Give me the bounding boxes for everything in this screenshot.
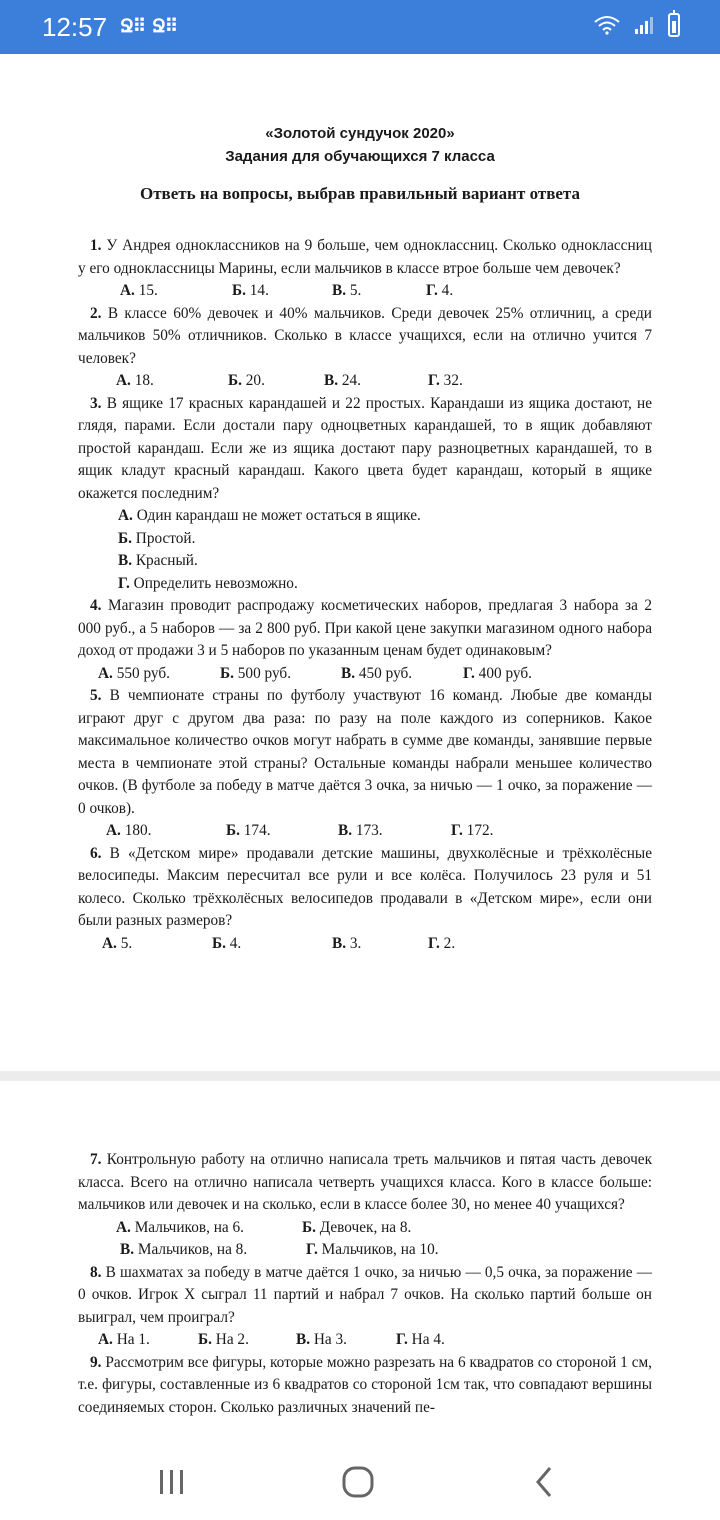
answer-option: Б. Девочек, на 8. [302, 1218, 412, 1236]
answer-option: А. На 1. [98, 1331, 150, 1348]
answers-4 [78, 663, 652, 686]
answer-option: Б. 500 руб. [220, 664, 292, 682]
answer-option: Г. 400 руб. [463, 664, 532, 682]
notification-icon: Ջ⠿ [120, 16, 146, 36]
document-page-1 [0, 54, 720, 1071]
system-icons [594, 13, 680, 37]
status-bar [0, 0, 720, 54]
answer-option: Г. На 4. [396, 1331, 445, 1348]
answers-7b [78, 1239, 652, 1262]
answer-option: Г. 32. [428, 372, 463, 389]
home-button[interactable] [338, 1464, 378, 1500]
answers-2 [78, 370, 652, 393]
answer-option: А. 180. [106, 822, 152, 839]
document-page-2 [0, 1081, 720, 1444]
questions-block-2 [78, 1149, 652, 1419]
answer-option: Г. Мальчиков, на 10. [306, 1241, 439, 1258]
answer-option: А. Один карандаш не может остаться в ящике. [118, 507, 421, 524]
navigation-bar [0, 1444, 720, 1520]
question-7: 7. Контрольную работу на отлично написала треть мальчиков и пятая часть девочек класса. Всего на отлично написала четверть учащихся класса. Кого в классе больше: мальчиков или девочек и на сколько, если в классе более 30, но менее 40 учащихся? [78, 1151, 652, 1213]
answer-option: В. 173. [338, 822, 383, 839]
answer-option: Г. 172. [451, 822, 494, 839]
answer-option: Б. Простой. [118, 529, 196, 547]
answer-option: Б. На 2. [198, 1331, 249, 1348]
answer-option: А. 5. [102, 934, 133, 952]
doc-heading: Ответь на вопросы, выбрав правильный вариант ответа [139, 184, 580, 203]
answer-option: В. 450 руб. [341, 664, 413, 682]
wifi-icon [594, 15, 620, 35]
answer-option: Г. 4. [426, 282, 454, 299]
answer-option: В. 24. [324, 372, 361, 389]
back-button[interactable] [526, 1464, 566, 1500]
question-9: 9. Рассмотрим все фигуры, которые можно разрезать на 6 квадратов со стороной 1 см, т.е. фигуры, составленные из 6 квадратов со стороной 1см так, что совпадают вершины соединяемых сторон. Сколько различных значений пе- [78, 1353, 652, 1416]
answers-7a [78, 1217, 652, 1240]
answer-option: В. Красный. [118, 552, 198, 569]
question-4: 4. Магазин проводит распродажу косметических наборов, предлагая 3 набора за 2 000 руб., а 5 наборов — за 2 800 руб. При какой цене закупки магазином одного набора доход от продажи 3 и 5 наборов по указанным ценам будет одинаковым? [78, 597, 652, 659]
answer-option: В. 3. [332, 934, 362, 952]
clock: 12:57 [42, 12, 108, 42]
answer-option: Г. Определить невозможно. [118, 574, 298, 592]
question-1: 1. У Андрея одноклассников на 9 больше, чем одноклассниц. Сколько одноклассниц у его одноклассницы Марины, если мальчиков в классе втрое больше чем девочек? [78, 237, 652, 277]
question-8: 8. В шахматах за победу в матче даётся 1 очко, за ничью — 0,5 очка, за поражение — 0 очков. Игрок Х сыграл 11 партий и набрал 7 очков. На сколько партий больше он выиграл, чем проиграл? [78, 1263, 652, 1326]
answer-option: А. Мальчиков, на 6. [116, 1218, 244, 1236]
answer-option: В. Мальчиков, на 8. [120, 1241, 248, 1258]
answers-1 [78, 280, 652, 303]
answer-option: Б. 14. [232, 282, 269, 299]
recent-apps-button[interactable] [152, 1464, 192, 1500]
doc-subtitle: Задания для обучающихся 7 класса [225, 148, 495, 165]
doc-title: «Золотой сундучок 2020» [265, 125, 455, 142]
answer-option: Б. 174. [226, 822, 271, 839]
answers-8 [78, 1329, 652, 1352]
answer-option: А. 18. [116, 372, 154, 389]
question-6: 6. В «Детском мире» продавали детские машины, двухколёсные и трёхколёсные велосипеды. Максим пересчитал все рули и все колёса. Получилось 23 руля и 51 колесо. Сколько трёхколёсных велосипедов продавали в «Детском мире», если они были разных размеров? [78, 844, 652, 929]
questions-block [78, 235, 652, 955]
question-5: 5. В чемпионате страны по футболу участвуют 16 команд. Любые две команды играют друг с другом два раза: по разу на поле каждого из соперников. Какое максимальное количество очков могут набрать в сумме две команды, занявшие первые места в чемпионате этой страны? Остальные команды набрали меньшее количество очков. (В футболе за победу в матче даётся 3 очка, за ничью — 1 очко, за поражение — 0 очков). [78, 687, 652, 817]
answer-option: В. На 3. [296, 1331, 347, 1348]
answer-option: Б. 4. [212, 934, 242, 952]
question-2: 2. В классе 60% девочек и 40% мальчиков. Среди девочек 25% отличниц, а среди мальчиков 50% отличников. Сколько в классе учащихся, если на отлично учится 7 человек? [78, 304, 652, 367]
answer-option: Г. 2. [428, 934, 456, 952]
answer-option: Б. 20. [228, 372, 265, 389]
signal-icon [634, 15, 654, 35]
answer-option: А. 15. [120, 282, 158, 299]
page-separator [0, 1071, 720, 1081]
battery-icon [668, 13, 680, 37]
answer-option: А. 550 руб. [98, 664, 170, 682]
answers-6 [78, 933, 652, 956]
question-3: 3. В ящике 17 красных карандашей и 22 простых. Карандаши из ящика достают, не глядя, парами. Если достали пару одноцветных карандашей, то в ящик добавляют простой карандаш. Если же из ящика достают пару разноцветных карандашей, то в ящик кладут красный карандаш. Какого цвета будет карандаш, который в ящике окажется последним? [78, 394, 653, 502]
notification-icon: Ջ⠿ [152, 16, 178, 36]
answers-5 [78, 820, 652, 843]
answer-option: В. 5. [332, 282, 362, 299]
